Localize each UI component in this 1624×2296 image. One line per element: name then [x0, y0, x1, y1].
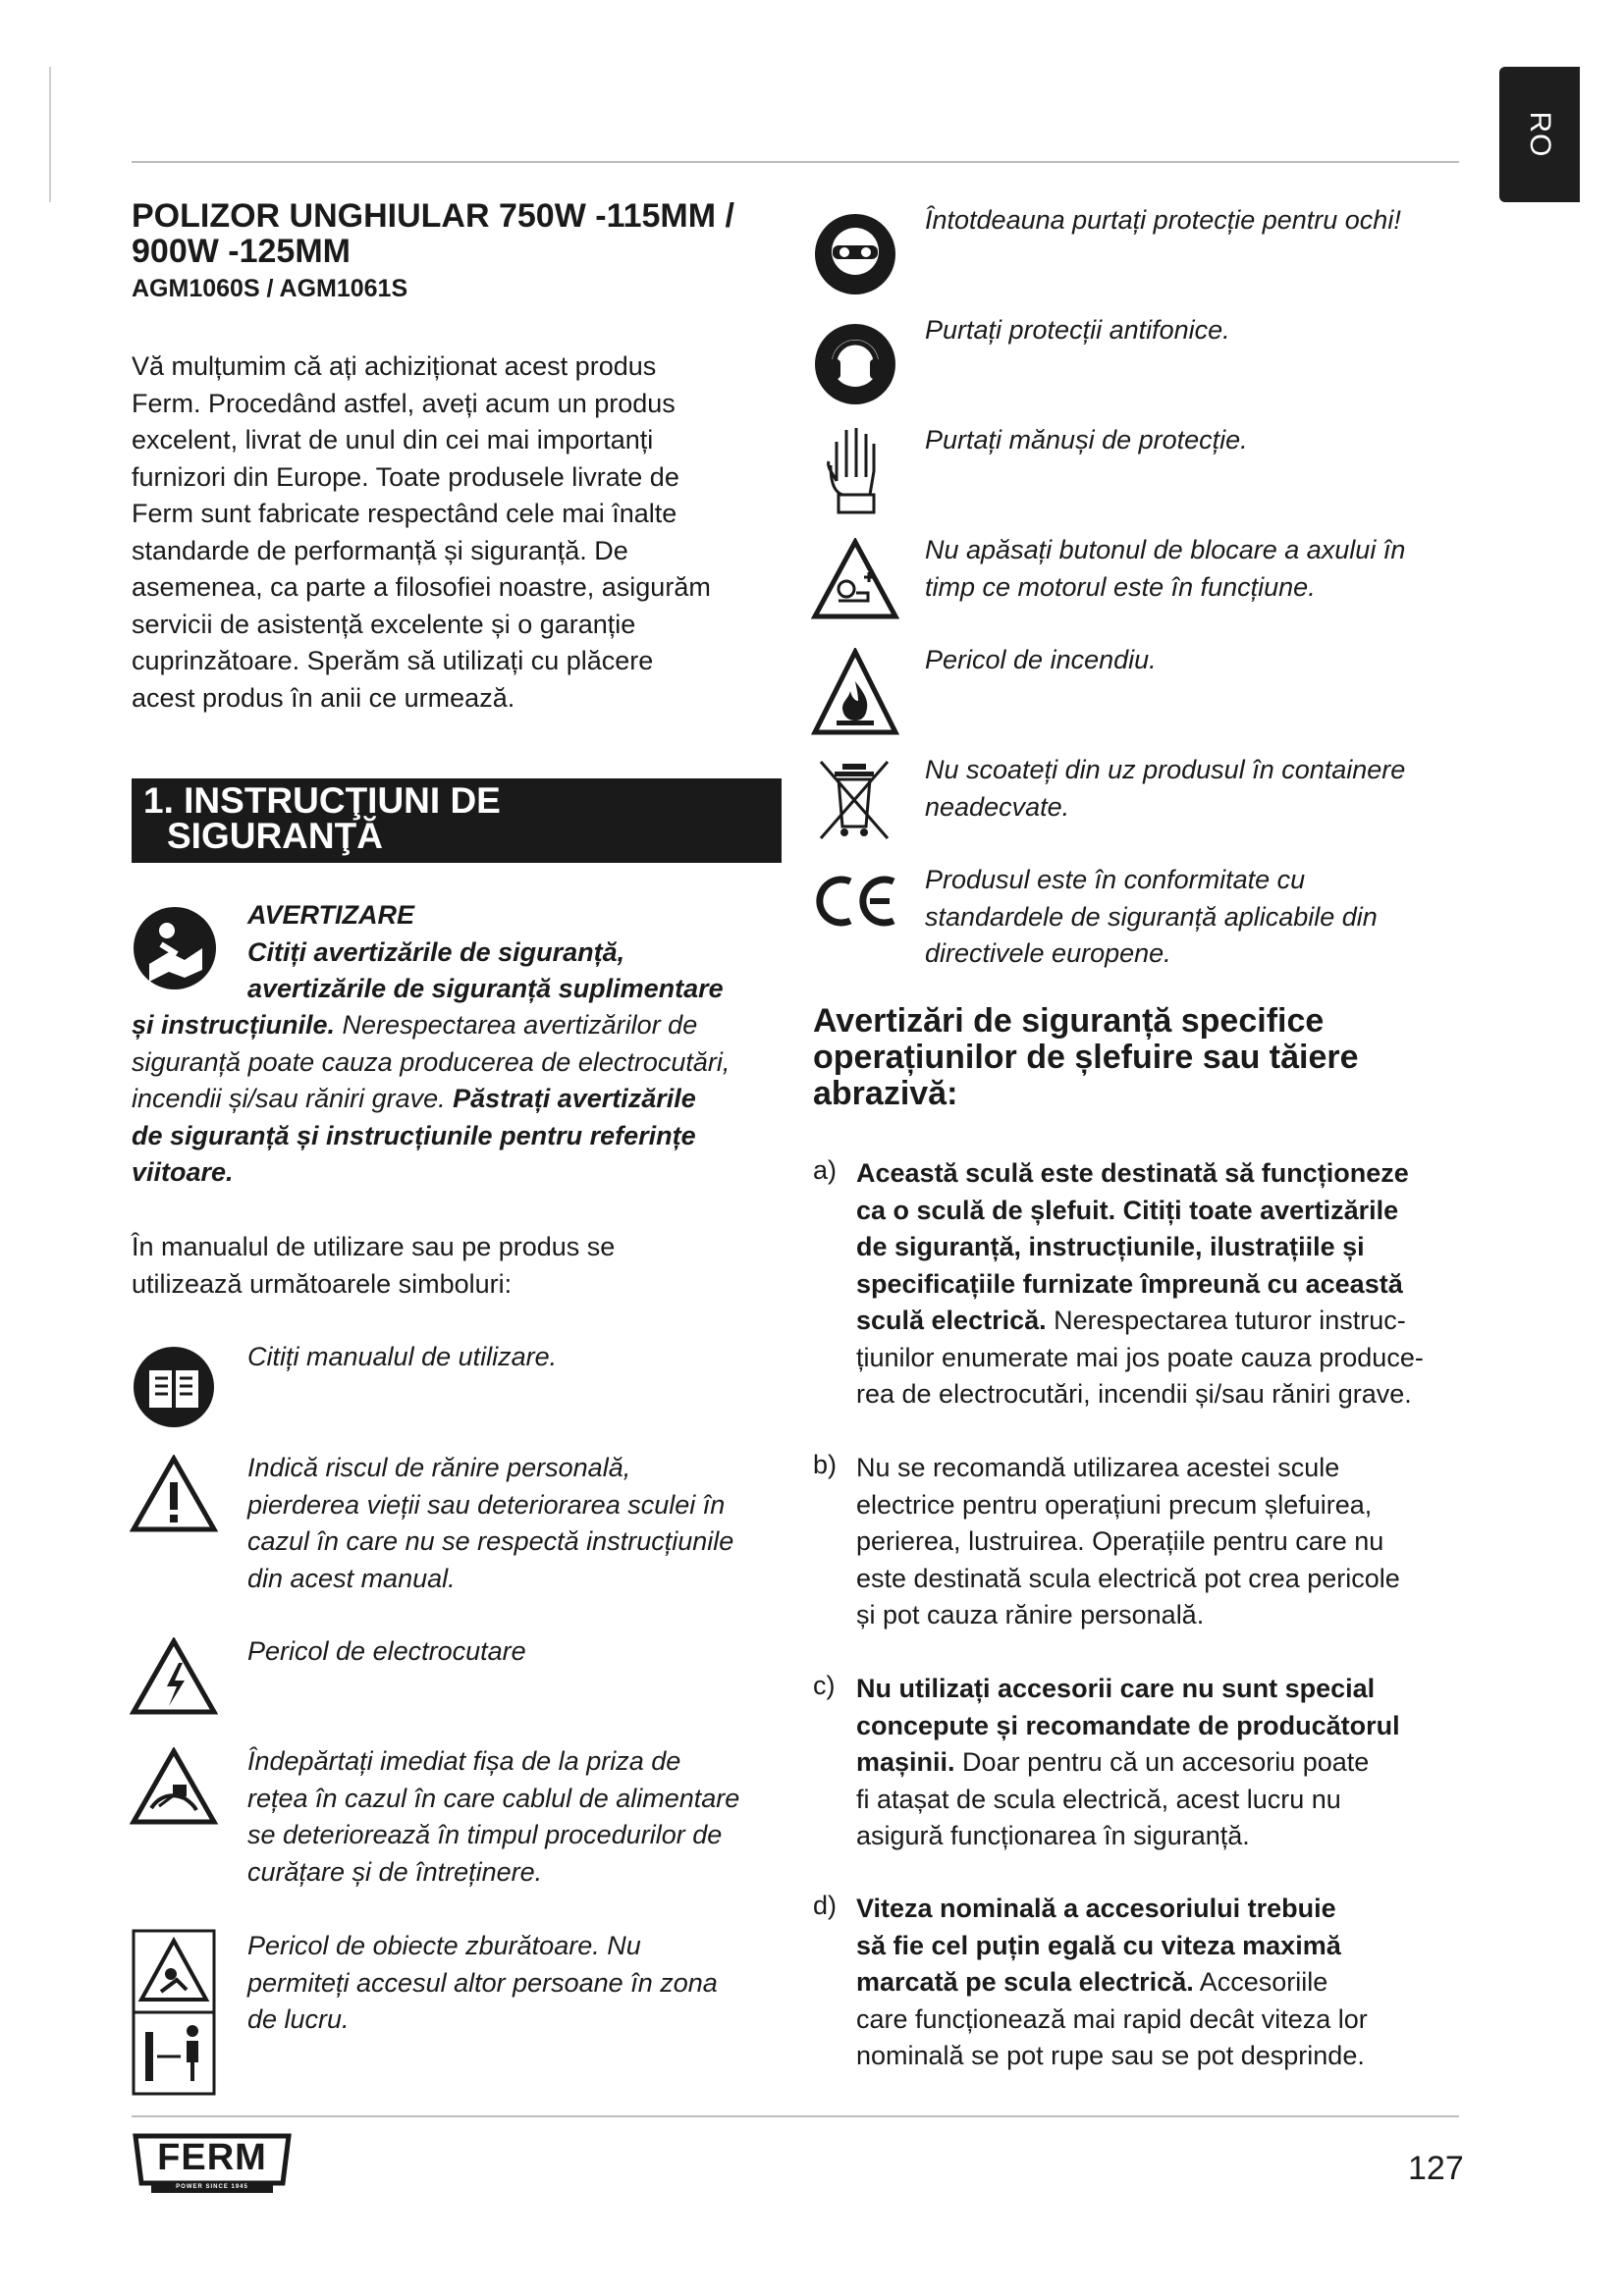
item-line: Această sculă este destinată să funcționeze: [856, 1158, 1409, 1188]
warning-bold: Păstrați avertizările: [453, 1084, 696, 1113]
item-line: rea de electrocutări, incendii și/sau răniri grave.: [856, 1379, 1412, 1409]
item-line: perierea, lustruirea. Operațiile pentru care nu: [856, 1526, 1384, 1556]
intro-line: servicii de asistență excelente și o garanție: [132, 609, 636, 639]
symbol-line: de lucru.: [247, 2004, 350, 2034]
ferm-logo-text: FERM: [157, 2137, 267, 2178]
symbols-intro-line: utilizează următoarele simboluri:: [132, 1268, 513, 1299]
intro-line: Ferm sunt fabricate respectând cele mai înalte: [132, 499, 677, 528]
symbol-text-flying-objects: [247, 1928, 797, 2039]
warning-bold: și instrucțiunile.: [132, 1010, 336, 1040]
item-line: concepute și recomandate de producătorul: [856, 1710, 1400, 1740]
item-letter: a): [813, 1155, 838, 1185]
symbol-text-gloves: [925, 422, 1475, 459]
item-line: electrice pentru operațiuni precum șlefuirea,: [856, 1489, 1373, 1520]
item-line: ca o sculă de șlefuit. Citiți toate avertizările: [856, 1195, 1399, 1225]
intro-line: Ferm. Procedând astfel, aveți acum un produs: [132, 388, 676, 418]
language-tab-label: RO: [1524, 111, 1556, 158]
ce-mark-icon: [813, 872, 901, 931]
symbol-line: Purtați mănuși de protecție.: [925, 425, 1248, 454]
symbol-line: Indică riscul de rănire personală,: [247, 1453, 631, 1482]
warning-heading-block: [247, 897, 797, 1008]
symbol-line: permiteți accesul altor persoane în zona: [247, 1967, 718, 1998]
symbol-line: Produsul este în conformitate cu: [925, 865, 1306, 894]
symbol-line: Îndepărtați imediat fișa de la priza de: [247, 1746, 681, 1776]
item-text: [856, 1671, 1485, 1855]
item-letter: b): [813, 1450, 838, 1479]
symbol-line: timp ce motorul este în funcțiune.: [925, 571, 1316, 602]
item-text: [856, 1891, 1485, 2075]
warning-triangle-icon: [130, 1455, 218, 1533]
footer-rule: [132, 2115, 1459, 2117]
heading-line: abrazivă:: [813, 1075, 958, 1112]
abrasive-warnings-heading: [813, 1003, 1481, 1112]
section-heading: [132, 778, 782, 863]
symbol-line: se deteriorează în timpul procedurilor de: [247, 1820, 723, 1849]
header-rule: [132, 161, 1459, 163]
unplug-icon: [130, 1747, 218, 1826]
intro-line: excelent, livrat de unul din cei mai importanți: [132, 425, 654, 454]
item-line: este destinată scula electrică pot crea pericole: [856, 1563, 1400, 1593]
symbol-line: cazul în care nu se respectă instrucțiunile: [247, 1526, 734, 1556]
symbol-text-weee: [925, 752, 1475, 826]
section-heading-line: SIGURANŢĂ: [167, 816, 383, 856]
item-line: de siguranță, instrucțiunile, ilustrațiile și: [856, 1232, 1365, 1261]
ear-protection-icon: [813, 322, 897, 406]
symbol-line: Pericol de electrocutare: [247, 1636, 526, 1666]
symbol-line: Citiți manualul de utilizare.: [247, 1342, 558, 1371]
item-line: asigură funcționarea în siguranță.: [856, 1821, 1250, 1850]
intro-line: asemenea, ca parte a filosofiei noastre, asigurăm: [132, 572, 711, 602]
page-number: 127: [1408, 2150, 1464, 2187]
intro-line: Vă mulțumim că ați achiziționat acest produs: [132, 351, 657, 381]
section-heading-line: 1. INSTRUCŢIUNI DE: [143, 780, 501, 821]
read-manual-warning-icon: [132, 905, 218, 991]
language-tab: [1499, 67, 1580, 202]
symbol-line: Purtați protecții antifonice.: [925, 315, 1230, 345]
weee-bin-icon: [817, 758, 892, 842]
intro-line: standarde de performanță și siguranță. De: [132, 535, 628, 565]
symbol-text-unplug: [247, 1743, 817, 1891]
item-line: fi atașat de scula electrică, acest lucru nu: [856, 1784, 1341, 1814]
symbol-line: Pericol de obiecte zburătoare. Nu: [247, 1931, 641, 1960]
symbol-line: Pericol de incendiu.: [925, 645, 1157, 674]
symbol-text-warning: [247, 1450, 797, 1597]
symbol-text-spindle-lock: [925, 532, 1475, 606]
symbols-intro: [132, 1229, 799, 1303]
gloves-icon: [823, 422, 888, 516]
item-line: care funcționează mai rapid decât viteza lor: [856, 2003, 1368, 2034]
item-text: [856, 1155, 1485, 1414]
symbol-text-manual: [247, 1339, 797, 1376]
item-line: mașinii. Doar pentru că un accesoriu poate: [856, 1747, 1370, 1777]
ferm-logo: [132, 2132, 293, 2195]
item-line: Viteza nominală a accesoriului trebuie: [856, 1894, 1336, 1923]
heading-line: operațiunilor de șlefuire sau tăiere: [813, 1039, 1359, 1076]
eye-protection-icon: [813, 212, 897, 296]
intro-line: cuprinzătoare. Sperăm să utilizați cu plăcere: [132, 646, 654, 675]
symbol-line: din acest manual.: [247, 1563, 456, 1593]
item-line: Nu se recomandă utilizarea acestei scule: [856, 1453, 1340, 1482]
symbol-text-electrocution: [247, 1633, 797, 1671]
spindle-lock-icon: [811, 538, 899, 620]
symbol-text-fire: [925, 642, 1475, 679]
item-line: specificațiile furnizate împreună cu această: [856, 1268, 1403, 1299]
model-number: AGM1060S / AGM1061S: [132, 275, 408, 302]
item-line: sculă electrică. Nerespectarea tuturor instruc-: [856, 1306, 1406, 1335]
heading-line: Avertizări de siguranță specifice: [813, 1002, 1325, 1040]
item-line: și pot cauza rănire personală.: [856, 1600, 1205, 1629]
ferm-logo-tagline: POWER SINCE 1945: [176, 2184, 248, 2190]
manual-icon: [132, 1345, 216, 1429]
warning-heading: AVERTIZARE: [247, 900, 415, 930]
intro-line: furnizori din Europe. Toate produsele livrate de: [132, 461, 679, 492]
warning-line: siguranță poate cauza producerea de electrocutări,: [132, 1046, 731, 1077]
symbol-line: neadecvate.: [925, 791, 1070, 822]
warning-line: viitoare.: [132, 1157, 234, 1187]
warning-line: Citiți avertizările de siguranță,: [247, 936, 625, 967]
flying-objects-icon: [132, 1929, 216, 2096]
symbol-line: rețea în cazul în care cablul de alimentare: [247, 1783, 740, 1813]
item-line: Nu utilizați accesorii care nu sunt special: [856, 1674, 1376, 1703]
item-line: nominală se pot rupe sau se pot desprinde.: [856, 2041, 1365, 2070]
symbols-intro-line: În manualul de utilizare sau pe produs se: [132, 1232, 616, 1261]
symbol-text-eye-protection: [925, 202, 1475, 240]
intro-line: acest produs în anii ce urmează.: [132, 682, 515, 713]
symbol-text-ear-protection: [925, 312, 1475, 349]
symbol-line: directivele europene.: [925, 938, 1171, 968]
warning-body: [132, 1007, 809, 1192]
symbol-line: Nu apăsați butonul de blocare a axului în: [925, 535, 1406, 564]
item-text: [856, 1450, 1485, 1634]
warning-text: Nerespectarea avertizărilor de: [335, 1010, 698, 1040]
fire-icon: [811, 648, 899, 736]
page-title: POLIZOR UNGHIULAR 750W -115MM / 900W -125MM: [132, 197, 734, 270]
symbol-line: Întotdeauna purtați protecție pentru ochi!: [925, 205, 1401, 235]
warning-line: de siguranță și instrucțiunile pentru referințe: [132, 1120, 696, 1150]
item-letter: d): [813, 1891, 838, 1920]
warning-line: [132, 1007, 809, 1044]
electrocution-icon: [130, 1637, 218, 1716]
item-line: țiunilor enumerate mai jos poate cauza produce-: [856, 1342, 1424, 1372]
symbol-line: standardele de siguranță aplicabile din: [925, 901, 1378, 932]
margin-line: [49, 67, 51, 202]
item-letter: c): [813, 1671, 836, 1700]
item-line: marcată pe scula electrică. Accesoriile: [856, 1967, 1328, 1997]
symbol-line: pierderea vieții sau deteriorarea sculei în: [247, 1489, 726, 1520]
warning-line: [132, 1081, 809, 1118]
intro-paragraph: [132, 348, 799, 717]
symbol-line: Nu scoateți din uz produsul în containere: [925, 755, 1406, 784]
warning-line: avertizările de siguranță suplimentare: [247, 974, 724, 1003]
item-line: să fie cel puțin egală cu viteza maximă: [856, 1930, 1341, 1960]
warning-text: incendii și/sau răniri grave.: [132, 1084, 454, 1113]
symbol-line: curățare și de întreținere.: [247, 1856, 543, 1887]
symbol-text-ce: [925, 862, 1475, 973]
